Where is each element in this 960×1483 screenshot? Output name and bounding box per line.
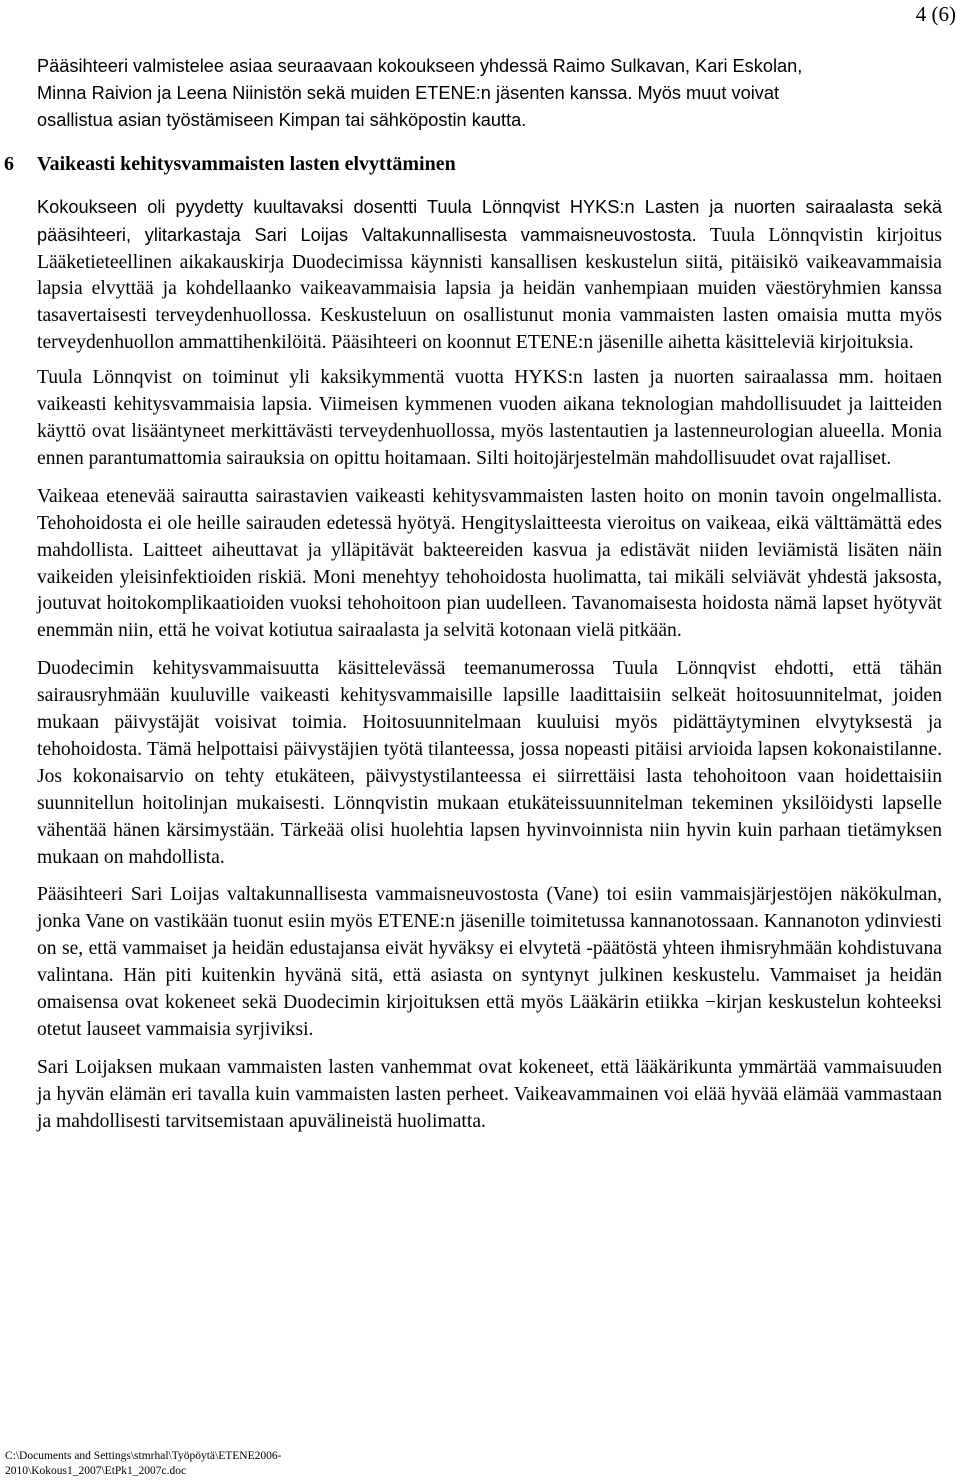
page-number: 4 (6) — [915, 2, 956, 26]
intro-line-3: osallistua asian työstämiseen Kimpan tai sähköpostin kautta. — [37, 109, 527, 130]
footer-line-2: 2010\Kokous1_2007\EtPk1_2007c.doc — [5, 1465, 187, 1477]
paragraph-1 — [37, 194, 942, 357]
document-body — [4, 53, 942, 1136]
paragraph-1-sans-part: Kokoukseen oli pyydetty kuultavaksi dosentti Tuula Lönnqvist HYKS:n Lasten ja nuorten sairaalasta sekä pääsihteeri, ylitarkastaja Sari Loijas Valtakunnallisesta vammaisneuvostosta. — [37, 196, 942, 245]
paragraph-5: Pääsihteeri Sari Loijas valtakunnallisesta vammaisneuvostosta (Vane) toi esiin vammaisjärjestöjen näkökulman, jonka Vane on vastikään tuonut esiin myös ETENE:n jäsenille toimitetussa kannanotossaan. Kannanoton ydinviesti on se, että vammaiset ja heidän edustajansa eivät hyväksy ei elvytetä -päätöstä yhteen ihmisryhmään kohdistuvana valintana. Hän piti kuitenkin hyvänä sitä, että asiasta on syntynyt julkinen keskustelu. Vammaiset ja heidän omaisensa ovat kokeneet sekä Duodecimin kirjoituksen että myös Lääkärin etiikka −kirjan keskustelun kohteeksi otetut lauseet vammaisia syrjiviksi. — [37, 884, 942, 1040]
section-title: Vaikeasti kehitysvammaisten lasten elvyttäminen — [37, 152, 456, 175]
paragraph-2: Tuula Lönnqvist on toiminut yli kaksikymmentä vuotta HYKS:n lasten ja nuorten sairaalassa mm. hoitaen vaikeasti kehitysvammaisia lapsia. Viimeisen kymmenen vuoden aikana teknologian mahdollisuudet ja laitteiden käyttö ovat lisääntyneet merkittävästi terveydenhuollossa, myös lastentautien ja lastenneurologian alueella. Monia ennen parantumattomia sairauksia on opittu hoitamaan. Silti hoitojärjestelmän mahdollisuudet ovat rajalliset. — [37, 367, 942, 469]
paragraph-1-serif-part: Tuula Lönnqvistin kirjoitus Lääketieteellinen aikakauskirja Duodecimissa käynnisti kansallisen keskustelun siitä, pitäisikö vaikeavammaisia lapsia elvyttää ja kohdellaanko vaikeavammaisia lapsia ja heidän vanhempiaan muiden väestöryhmien kanssa tasavertaisesti terveydenhuollossa. Keskusteluun on osallistunut monia vammaisten lasten omaisia mutta myös terveydenhuollon ammattihenkilöitä. Pääsihteeri on koonnut ETENE:n jäsenille aihetta käsitteleviä kirjoituksia. — [37, 224, 942, 354]
paragraph-4: Duodecimin kehitysvammaisuutta käsittelevässä teemanumerossa Tuula Lönnqvist ehdotti, että tähän sairausryhmään kuuluville vaikeasti kehitysvammaisille lapsille laadittaisiin selkeät hoitosuunnitelmat, joiden mukaan päivystäjät voisivat toimia. Hoitosuunnitelmaan kuuluisi myös pidättäytyminen elvytyksestä ja tehohoidosta. Tämä helpottaisi päivystäjien työtä tilanteessa, jossa nopeasti pitäisi arvioida lapsen kokonaistilanne. Jos kokonaisarvio on tehty etukäteen, päivystystilanteessa ei siirrettäisi lasta tehohoitoon vaan hoidettaisiin suunnitellun hoitolinjan mukaisesti. Lönnqvistin mukaan etukäteissuunnitelman tekeminen yksilöidysti lapselle vähentää hänen kärsimystään. Tärkeää olisi huolehtia lapsen hyvinvoinnista niin hyvin kuin parhaan tietämyksen mukaan on mahdollista. — [37, 658, 942, 868]
paragraph-6: Sari Loijaksen mukaan vammaisten lasten vanhemmat ovat kokeneet, että lääkärikunta ymmärtää vammaisuuden ja hyvän elämän eri tavalla kuin vammaisten lasten perheet. Vaikeavammainen voi elää hyvää elämää vammastaan ja mahdollisesti tarvitsemistaan apuvälineistä huolimatta. — [37, 1056, 942, 1132]
intro-line-1: Pääsihteeri valmistelee asiaa seuraavaan kokoukseen yhdessä Raimo Sulkavan, Kari Eskolan, — [37, 56, 803, 76]
paragraph-3: Vaikeaa etenevää sairautta sairastavien vaikeasti kehitysvammaisten lasten hoito on monin tavoin ongelmallista. Tehohoidosta ei ole heille sairauden edetessä hyötyä. Hengityslaitteesta vieroitus on vaikeaa, eikä välttämättä edes mahdollista. Laitteet aiheuttavat ja ylläpitävät bakteereiden kasvua ja edistävät niiden leviämistä lisäten näin vaikeiden yleisinfektioiden riskiä. Moni menehtyy tehohoidosta huolimatta, tai mikäli selviävät yhdestä jaksosta, joutuvat hoitokomplikaatioiden vuoksi tehohoitoon pian uudelleen. Tavanomaisesta hoidosta nämä lapset hyötyvät enemmän niin, että he voivat kotiutua sairaalasta ja selvitä kotonaan vielä pitkään. — [37, 485, 942, 642]
intro-line-2: Minna Raivion ja Leena Niinistön sekä muiden ETENE:n jäsenten kanssa. Myös muut voivat — [37, 82, 780, 103]
file-path-footer — [5, 1449, 425, 1479]
intro-paragraph — [37, 53, 942, 134]
section-number: 6 — [4, 152, 14, 175]
footer-line-1: C:\Documents and Settings\stmrhal\Työpöytä\ETENE2006- — [5, 1450, 282, 1462]
section-heading — [4, 150, 942, 178]
